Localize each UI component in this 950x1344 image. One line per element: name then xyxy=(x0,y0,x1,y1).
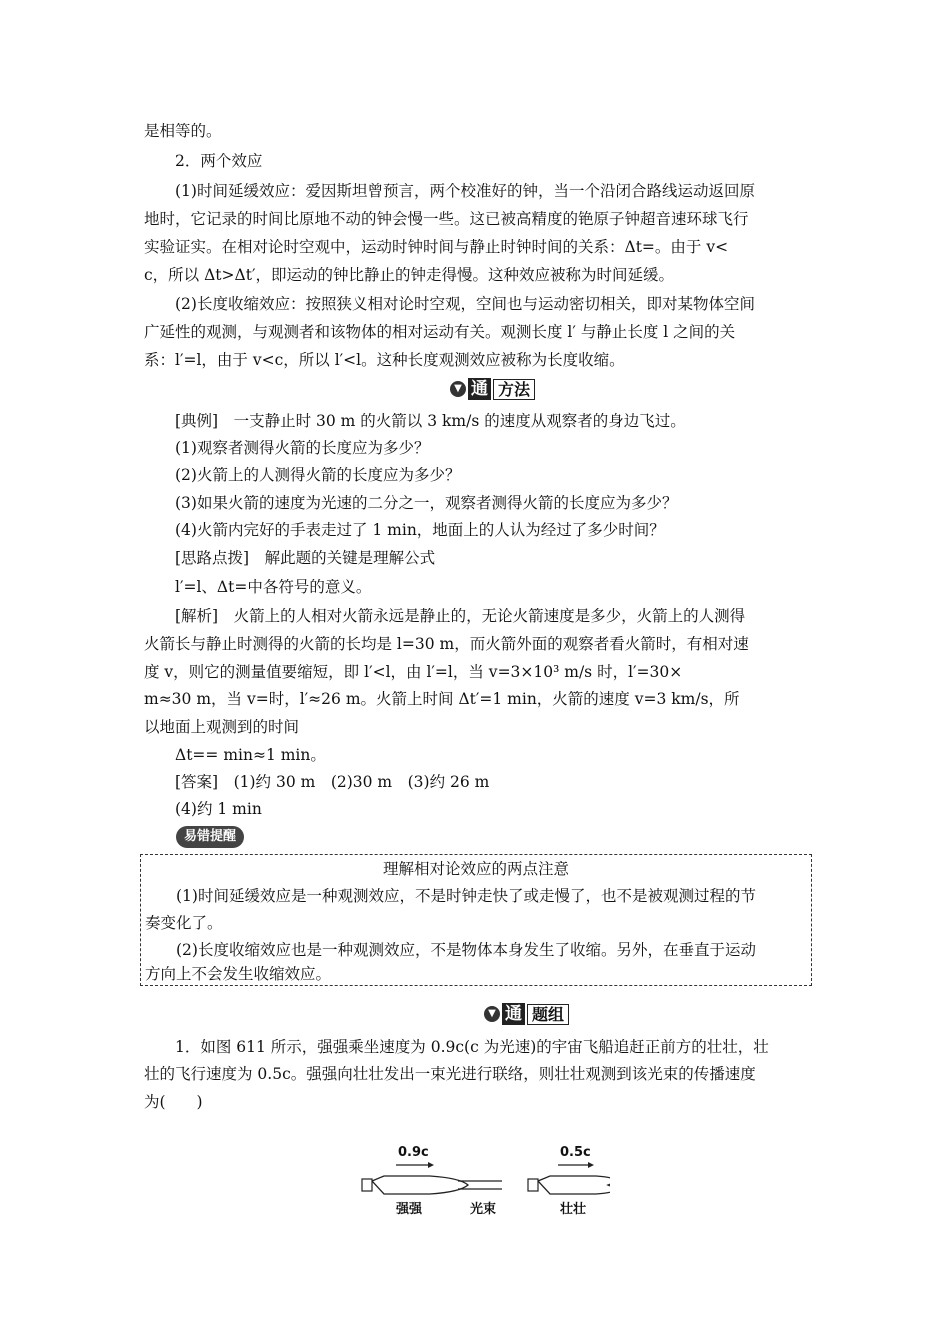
example-text: (4)火箭内完好的手表走过了 1 min，地面上的人认为经过了多少时间？ xyxy=(175,521,665,539)
solution-text: 火箭长与静止时测得的火箭的长均是 l=30 m，而火箭外面的观察者看火箭时，有相对速 xyxy=(144,635,749,653)
answer-text: [答案] (1)约 30 m (2)30 m (3)约 26 m xyxy=(175,773,490,791)
note-text: 方向上不会发生收缩效应。 xyxy=(145,965,332,983)
solution-text: m≈30 m，当 v=时，l′≈26 m。火箭上时间 Δt′=1 min，火箭的速度 v=3 km/s，所 xyxy=(144,690,740,708)
badge-main: 通 xyxy=(502,1003,525,1025)
text-line: 实验证实。在相对论时空观中，运动时钟时间与静止时钟时间的关系：Δt=。由于 v< xyxy=(144,238,729,256)
speed-label-right: 0.5c xyxy=(560,1145,591,1160)
arrow-right-icon xyxy=(428,1162,434,1168)
arrow-right-icon xyxy=(588,1162,594,1168)
section-heading: 2．两个效应 xyxy=(175,152,263,170)
chevron-down-icon: ▼ xyxy=(450,381,466,397)
solution-text: [解析] 火箭上的人相对火箭永远是静止的，无论火箭速度是多少，火箭上的人测得 xyxy=(175,607,746,625)
badge-label: 题组 xyxy=(527,1004,569,1025)
note-text: (1)时间延缓效应是一种观测效应，不是时钟走快了或走慢了，也不是被观测过程的节 xyxy=(176,887,756,905)
spaceship-icon xyxy=(372,1176,468,1194)
chevron-down-icon: ▼ xyxy=(484,1006,500,1022)
method-badge xyxy=(450,378,535,400)
text-line: (1)时间延缓效应：爱因斯坦曾预言，两个校准好的钟，当一个沿闭合路线运动返回原 xyxy=(175,182,755,200)
question-text: 为( ) xyxy=(144,1093,203,1111)
figure-label-left: 强强 xyxy=(396,1202,423,1217)
note-box xyxy=(140,854,812,986)
text-line: (2)长度收缩效应：按照狭义相对论时空观，空间也与运动密切相关，即对某物体空间 xyxy=(175,295,755,313)
speed-label-left: 0.9c xyxy=(398,1145,429,1160)
note-title: 理解相对论效应的两点注意 xyxy=(382,860,569,878)
text-line: 地时，它记录的时间比原地不动的钟会慢一些。这已被高精度的铯原子钟超音速环球飞行 xyxy=(144,210,749,228)
figure-label-right: 壮壮 xyxy=(560,1202,587,1217)
badge-main: 通 xyxy=(468,378,491,400)
note-text: (2)长度收缩效应也是一种观测效应，不是物体本身发生了收缩。另外，在垂直于运动 xyxy=(176,941,756,959)
text-line: 系：l′=l，由于 v<c，所以 l′<l。这种长度观测效应被称为长度收缩。 xyxy=(144,351,625,369)
answer-text: (4)约 1 min xyxy=(175,800,262,818)
note-text: 奏变化了。 xyxy=(145,914,223,932)
spaceship-figure xyxy=(360,1140,610,1220)
example-text: [典例] 一支静止时 30 m 的火箭以 3 km/s 的速度从观察者的身边飞过。 xyxy=(175,412,686,430)
hint-text: l′=l、Δt=中各符号的意义。 xyxy=(175,578,372,596)
question-text: 1．如图 611 所示，强强乘坐速度为 0.9c(c 为光速)的宇宙飞船追赶正前方的壮壮，壮 xyxy=(175,1038,769,1056)
pitfall-badge: 易错提醒 xyxy=(176,826,244,848)
text-line: c，所以 Δt>Δt′，即运动的钟比静止的钟走得慢。这种效应被称为时间延缓。 xyxy=(144,266,674,284)
solution-text: Δt== min≈1 min。 xyxy=(175,746,326,764)
example-text: (1)观察者测得火箭的长度应为多少？ xyxy=(175,439,430,457)
spaceship-icon xyxy=(538,1176,610,1194)
badge-label: 方法 xyxy=(493,379,535,400)
solution-text: 以地面上观测到的时间 xyxy=(144,718,300,736)
text-line: 广延性的观测，与观测者和该物体的相对运动有关。观测长度 l′ 与静止长度 l 之间的关 xyxy=(144,323,736,341)
text-line: 是相等的。 xyxy=(144,122,222,140)
hint-text: [思路点拨] 解此题的关键是理解公式 xyxy=(175,549,436,567)
example-text: (3)如果火箭的速度为光速的二分之一，观察者测得火箭的长度应为多少？ xyxy=(175,494,678,512)
figure-label-mid: 光束 xyxy=(470,1202,497,1217)
question-text: 壮的飞行速度为 0.5c。强强向壮壮发出一束光进行联络，则壮壮观测到该光束的传播速度 xyxy=(144,1065,756,1083)
example-text: (2)火箭上的人测得火箭的长度应为多少？ xyxy=(175,466,461,484)
exercise-badge xyxy=(484,1003,569,1025)
solution-text: 度 v，则它的测量值要缩短，即 l′<l，由 l′=l，当 v=3×10³ m/s 时，l′=30× xyxy=(144,663,683,681)
